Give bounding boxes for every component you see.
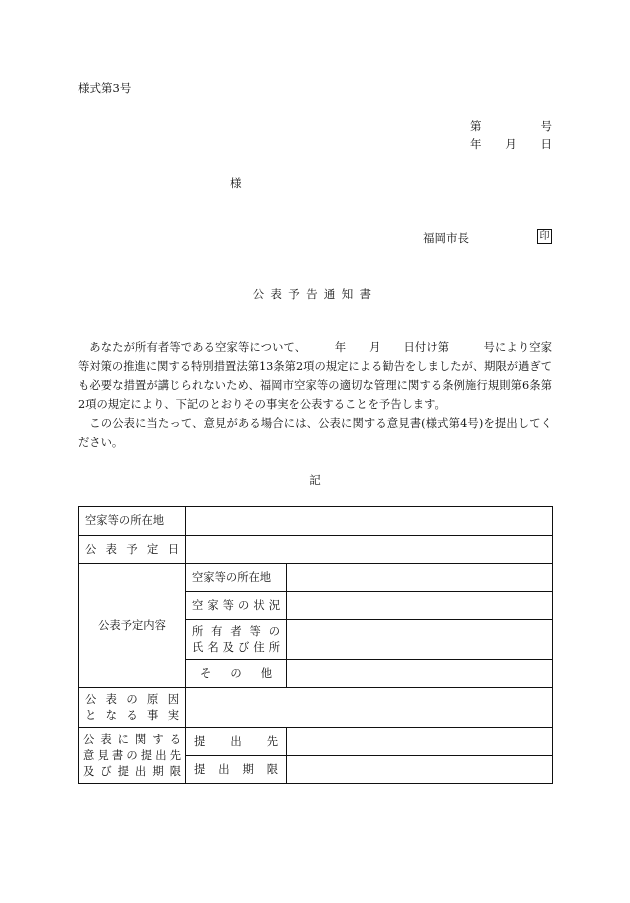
number-prefix: 第 (470, 119, 482, 133)
date-month: 月 (505, 137, 517, 151)
value-date (186, 536, 553, 564)
ki-heading: 記 (309, 473, 321, 487)
body-paragraph-2: この公表に当たって、意見がある場合には、公表に関する意見書(様式第4号)を提出してください。 (78, 417, 552, 449)
form-number: 様式第3号 (78, 81, 132, 95)
document-title: 公表予告通知書 (252, 287, 378, 301)
label-content: 公表予定内容 (79, 564, 186, 688)
label-location: 空家等の所在地 (79, 507, 186, 536)
value-content-other (287, 660, 553, 688)
issue-date (470, 136, 552, 152)
label-content-other: その他 (186, 660, 287, 688)
row-content-location (79, 564, 553, 592)
label-content-owner: 所有者等の 氏名及び住所 (186, 620, 287, 660)
body-paragraph-1: あなたが所有者等である空家等について、 年 月 日付け第 号により空家等対策の推進に関する特別措置法第13条第2項の規定による勧告をしましたが、期限が過ぎても必要な措置が講じられないため、福岡市空家等の適切な管理に関する条例施行規則第6条第2項の規定により、下記のとおりその事実を公表することを予告します。 (78, 341, 552, 411)
label-opinion: 公表に関する 意見書の提出先 及び提出期限 (79, 728, 186, 784)
number-suffix: 号 (540, 119, 552, 133)
row-cause (79, 688, 553, 728)
value-content-owner (287, 620, 553, 660)
date-year: 年 (470, 137, 482, 151)
document-number (470, 118, 552, 134)
value-location (186, 507, 553, 536)
value-opinion-deadline (287, 756, 553, 784)
value-content-location (287, 564, 553, 592)
label-opinion-deadline: 提出期限 (186, 756, 287, 784)
label-cause: 公表の原因 となる事実 (79, 688, 186, 728)
value-cause (186, 688, 553, 728)
label-content-location: 空家等の所在地 (186, 564, 287, 592)
addressee: 様 (230, 176, 242, 190)
label-opinion-destination: 提出先 (186, 728, 287, 756)
row-date (79, 536, 553, 564)
row-location (79, 507, 553, 536)
value-opinion-destination (287, 728, 553, 756)
seal-mark: 印 (537, 229, 552, 244)
body-text (78, 338, 552, 452)
issuer: 福岡市長 (423, 231, 469, 245)
date-day: 日 (540, 137, 552, 151)
label-date: 公表予定日 (79, 536, 186, 564)
notice-details-table (78, 506, 553, 784)
label-content-status: 空家等の状況 (186, 592, 287, 620)
value-content-status (287, 592, 553, 620)
row-opinion-destination (79, 728, 553, 756)
